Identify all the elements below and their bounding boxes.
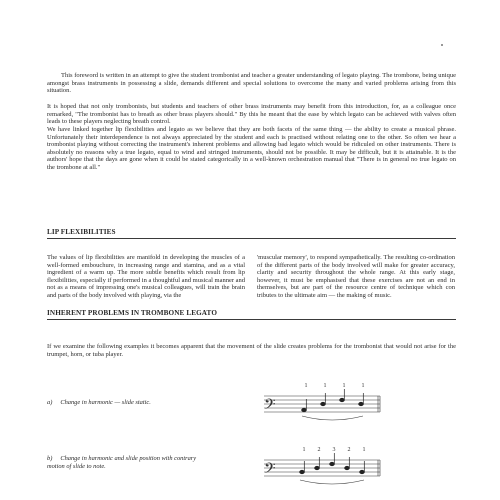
foreword-paragraph-1: This foreword is written in an attempt to give the student trombonist and teacher a greater understanding of legato playing. The trombone, being unique amongst brass instruments in possessing a slide, demands different and special solutions to overcome the many and varied problems arising from this situation. [47,72,456,95]
example-a-label [47,399,151,407]
page-speck [441,44,443,46]
lip-flexibilities-column-right: 'muscular memory', to respond sympathetically. The resulting co-ordination of the different parts of the body involved will make for greater accuracy, clarity and security throughout the whole range. At this early stage, however, it must be emphasised that these exercises are not an end in themselves, but are part of the resource centre of technique which con tributes to the ultimate aim — the making of music. [257,254,455,299]
section-rule [47,319,456,320]
inherent-problems-heading: INHERENT PROBLEMS IN TROMBONE LEGATO [47,309,218,317]
clef-icon: 𝄢 [264,460,276,481]
foreword-paragraph-3: We have linked together lip flexibilities and legato as we believe that they are both facets of the same thing — the ability to create a musical phrase. Unfortunately their interdependence is not always appreciated by the student and each is practised without relating one to the other. So often we hear a trombonist playing without correcting the instrument's inherent problems and allowing bad legato which would be ridiculed on other instruments. There is absolutely no reasons why a true legato, equal to wind and stringed instruments, should not be possible. It may be difficult, but it is attainable. It is the authors' hope that the days are gone when it could be stated categorically in a well-known orchestration manual that "There is in general no true legato on the trombone at all." [47,126,456,171]
example-a-staff [262,380,382,424]
position-marker: 1 [323,383,327,389]
example-b-label [47,455,196,463]
inherent-problems-intro: If we examine the following examples it becomes apparent that the movement of the slide creates problems for the trombonist that would not arise for the trumpet, horn, or tuba player. [47,343,456,358]
position-marker: 1 [302,447,306,453]
lip-flexibilities-column-left: The values of lip flexibilities are manifold in developing the muscles of a well-formed embouchure, in increasing range and stamina, and as a vital ingredient of a warm up. The more subtle benefits which result from lip flexibilities, especially if performed in a thoughtful and musical manner and not as a means of impressing one's musical colleagues, will train the brain and parts of the body involved with playing, via the [47,254,246,299]
example-letter: a) [47,399,53,406]
example-caption: Change in harmonic and slide position with contrary [60,455,197,462]
slur [302,416,363,420]
position-marker: 3 [332,447,336,453]
position-marker: 2 [347,447,351,453]
example-b-staff [262,444,382,488]
example-caption: Change in harmonic — slide static. [60,399,151,406]
section-rule [47,238,456,239]
clef-icon: 𝄢 [264,396,276,417]
example-caption: motion of slide to note. [47,463,106,470]
position-marker: 1 [304,383,308,389]
example-letter: b) [47,455,53,462]
example-b-notes [300,453,365,474]
slur [300,480,364,484]
position-marker: 2 [317,447,321,453]
lip-flexibilities-heading: LIP FLEXIBILITIES [47,228,116,236]
position-marker: 1 [362,447,366,453]
position-marker: 1 [361,383,365,389]
example-a-notes [302,389,364,412]
position-marker: 1 [342,383,346,389]
example-b-label-line-2 [47,463,106,471]
foreword-paragraph-2: It is hoped that not only trombonists, but students and teachers of other brass instruments may benefit from this introduction, for, as a colleague once remarked, "The trombonist has to breath as other brass players should." By this he meant that the ease by which legato can be achieved with valves often leads to these players neglecting breath control. [47,103,456,126]
